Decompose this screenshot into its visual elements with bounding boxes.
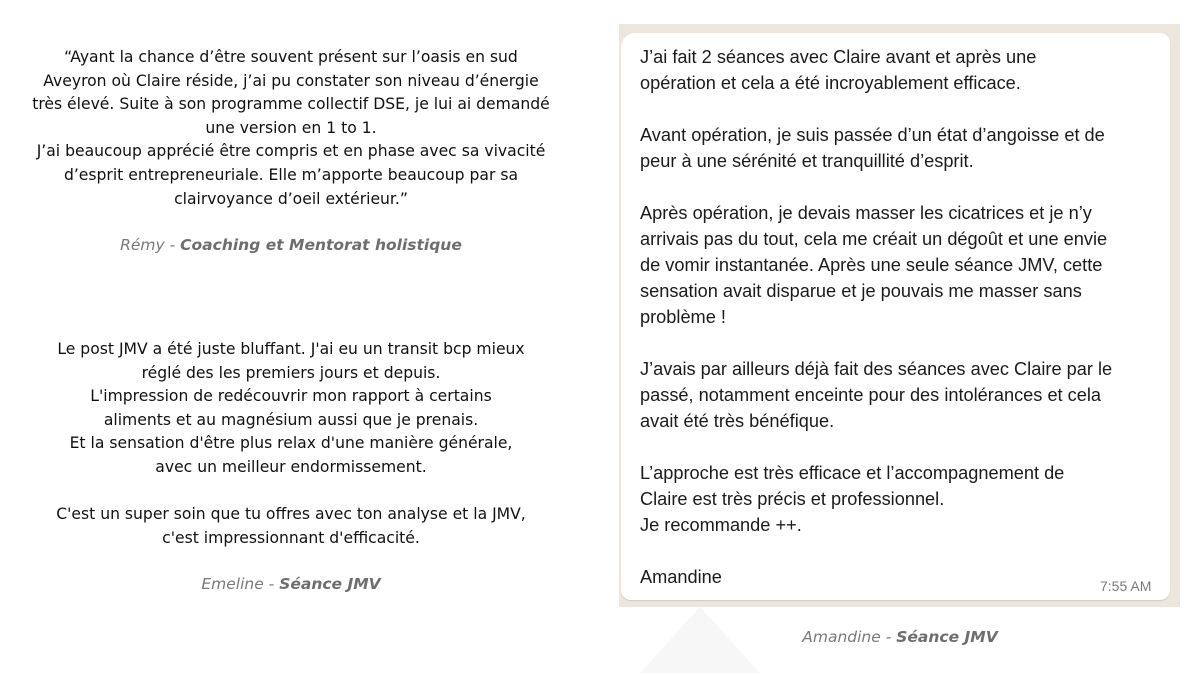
paragraph-gap (640, 330, 1160, 356)
paragraph-gap (640, 434, 1160, 460)
attribution-separator: - (263, 575, 280, 593)
chat-line: problème ! (640, 307, 726, 327)
testimonial-line: J’ai beaucoup apprécié être compris et en phase avec sa vivacité (36, 142, 546, 161)
paragraph-gap (640, 96, 1160, 122)
chat-line: sensation avait disparue et je pouvais me masser sans (640, 281, 1082, 301)
chat-line: Je recommande ++. (640, 515, 802, 535)
testimonial-emeline (20, 338, 562, 550)
service-name: Coaching et Mentorat holistique (180, 236, 462, 254)
chat-line: arrivais pas du tout, cela me créait un dégoût et une envie (640, 229, 1108, 249)
testimonial-line: aliments et au magnésium aussi que je prenais. (103, 410, 479, 429)
testimonial-line: clairvoyance d’oeil extérieur.” (174, 189, 408, 208)
testimonial-line: c'est impressionnant d'efficacité. (162, 528, 420, 547)
attribution-amandine (620, 628, 1180, 646)
attribution-emeline (20, 575, 562, 593)
attribution-remy (20, 236, 562, 254)
paragraph-gap (20, 480, 562, 504)
chat-line: J’avais par ailleurs déjà fait des séances avec Claire par le (640, 359, 1113, 379)
chat-line: passé, notamment enceinte pour des intolérances et cela (640, 385, 1102, 405)
paragraph-gap (640, 538, 1160, 564)
testimonial-line: une version en 1 to 1. (205, 118, 377, 137)
testimonial-line: Aveyron où Claire réside, j’ai pu constater son niveau d’énergie (43, 71, 539, 90)
chat-line: avait été très bénéfique. (640, 411, 835, 431)
service-name: Séance JMV (279, 575, 381, 593)
chat-line: de vomir instantanée. Après une seule séance JMV, cette (640, 255, 1103, 275)
testimonial-line: L'impression de redécouvrir mon rapport à certains (90, 387, 492, 406)
testimonial-line: C'est un super soin que tu offres avec ton analyse et la JMV, (56, 505, 526, 524)
author-name: Emeline (201, 575, 264, 593)
chat-line: opération et cela a été incroyablement efficace. (640, 73, 1021, 93)
testimonial-line: Le post JMV a été juste bluffant. J'ai eu un transit bcp mieux (57, 340, 525, 358)
author-name: Amandine (802, 628, 881, 646)
author-name: Rémy (120, 236, 165, 254)
chat-message-text (640, 44, 1160, 590)
attribution-separator: - (164, 236, 181, 254)
chat-line: J’ai fait 2 séances avec Claire avant et après une (640, 47, 1037, 67)
testimonial-line: avec un meilleur endormissement. (155, 457, 427, 476)
testimonial-remy (20, 46, 562, 211)
attribution-separator: - (880, 628, 897, 646)
testimonial-line: très élevé. Suite à son programme collectif DSE, je lui ai demandé (32, 95, 550, 114)
testimonial-line: d’esprit entrepreneuriale. Elle m’apporte beaucoup par sa (63, 165, 519, 184)
testimonial-line: “Ayant la chance d’être souvent présent sur l’oasis en sud (64, 48, 518, 66)
chat-line: L’approche est très efficace et l’accompagnement de (640, 463, 1065, 483)
chat-line: Avant opération, je suis passée d’un état d’angoisse et de (640, 125, 1105, 145)
testimonial-line: réglé des les premiers jours et depuis. (141, 363, 441, 382)
testimonial-line: Et la sensation d'être plus relax d'une manière générale, (69, 434, 513, 453)
chat-signature: Amandine (640, 567, 722, 587)
message-timestamp: 7:55 AM (1100, 578, 1152, 594)
chat-line: peur à une sérénité et tranquillité d’esprit. (640, 151, 974, 171)
paragraph-gap (640, 174, 1160, 200)
chat-line: Après opération, je devais masser les cicatrices et je n’y (640, 203, 1092, 223)
service-name: Séance JMV (896, 628, 998, 646)
chat-line: Claire est très précis et professionnel. (640, 489, 945, 509)
